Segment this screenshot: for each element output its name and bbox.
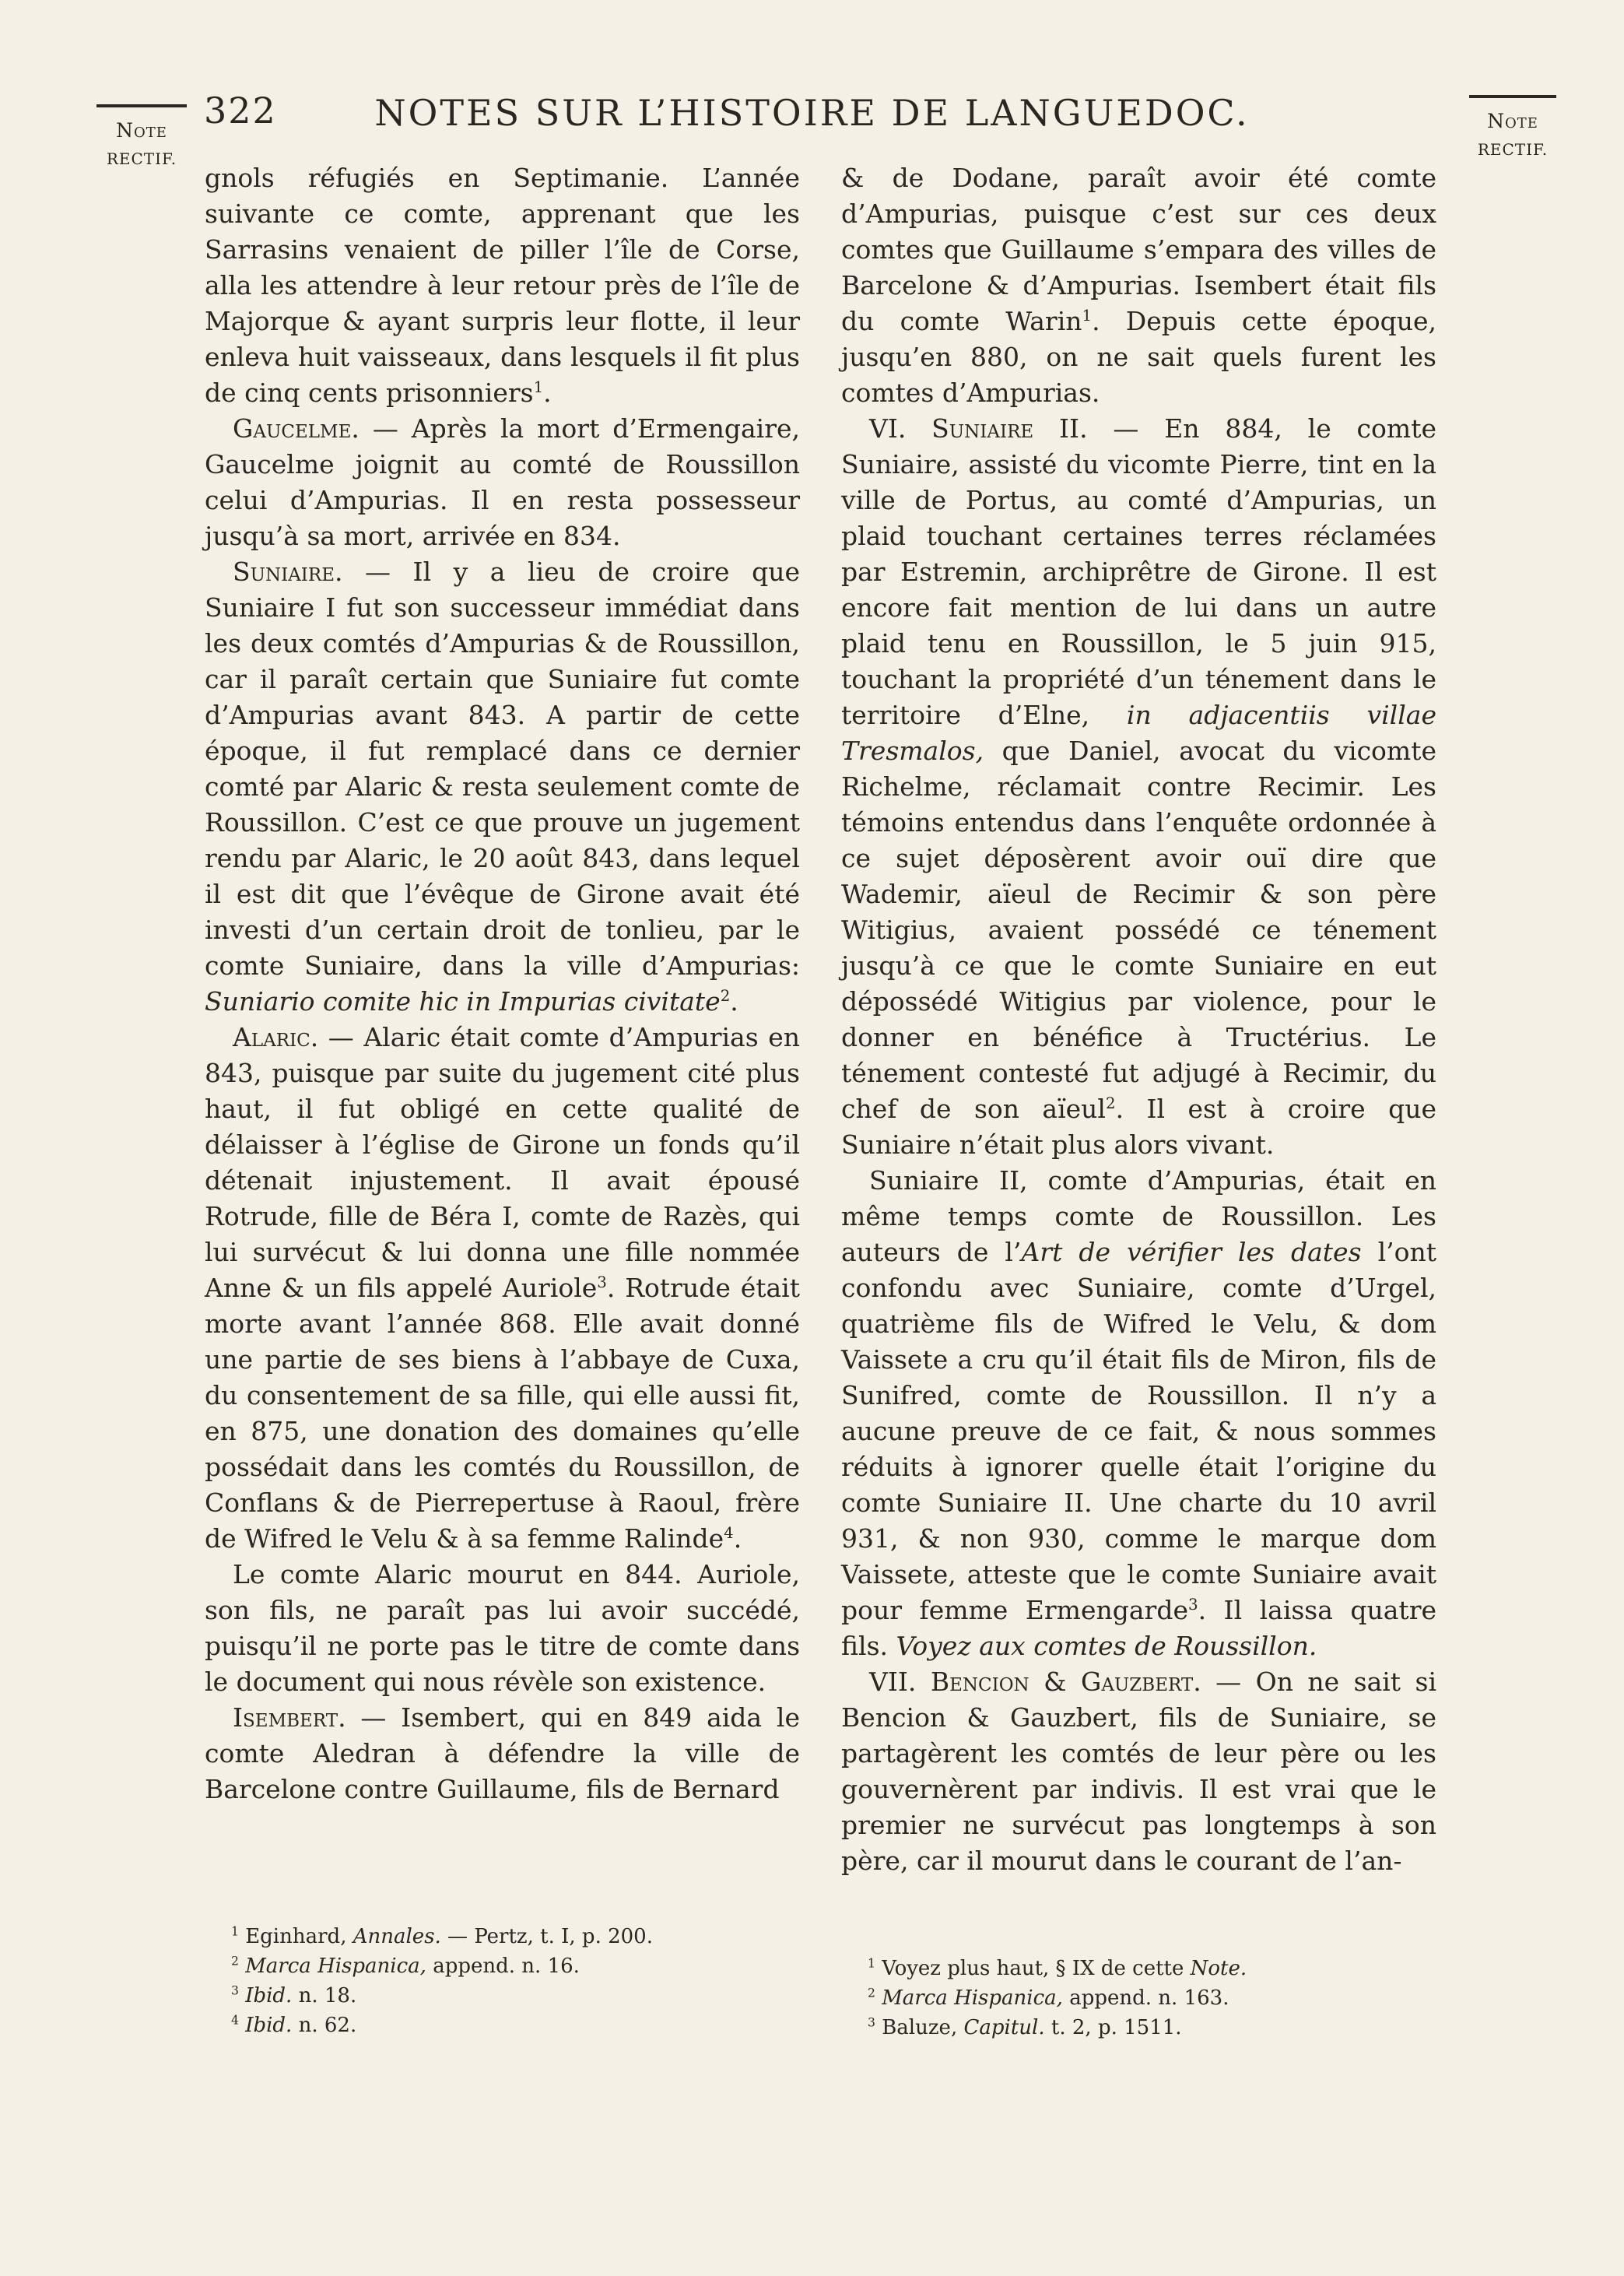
footnote-ref: 3 [597, 1273, 607, 1292]
footnote: $^3$ Ibid. n. 18. [231, 1983, 357, 2007]
paragraph: Alaric. — Alaric était comte d’Ampurias en 843, puisque par suite du jugement cité plus haut, il fut obligé en cette qualité de délaisser à l’église de Girone un fonds qu’il détenait injustement. Il avait épousé Rotrude, fille de Béra I, comte de Razès, qui lui survécut & lui donna une fille nommée Anne & un fils appelé Auriole$^3$. Rotrude était morte avant l’année 868. Elle avait donné une partie de ses biens à l’abbaye de Cuxa, du consentement de sa fille, qui elle aussi fit, en 875, une donation des domaines qu’elle possédait dans les comtés du Roussillon, de Conflans & de Pierrepertuse à Raoul, frère de Wifred le Velu & à sa femme Ralinde$^4$. [205, 1022, 800, 1554]
paragraph: gnols réfugiés en Septimanie. L’année suivante ce comte, apprenant que les Sarrasins venaient de piller l’île de Corse, alla les attendre à leur retour près de l’île de Majorque & ayant surpris leur flotte, il leur enleva huit vaisseaux, dans lesquels il fit plus de cinq cents prisonniers$^1$. [205, 163, 800, 408]
section-heading: VII. Bencion & Gauzbert. [869, 1667, 1201, 1697]
page-number: 322 [204, 90, 277, 132]
footnote: $^2$ Marca Hispanica, append. n. 163. [868, 1986, 1229, 2010]
paragraph: VI. Suniaire II. — En 884, le comte Suniaire, assisté du vicomte Pierre, tint en la ville de Portus, au comté d’Ampurias, un plaid touchant certaines terres réclamées par Estremin, archiprêtre de Girone. Il est encore fait mention de lui dans un autre plaid tenu en Roussillon, le 5 juin 915, touchant la propriété d’un ténement dans le territoire d’Elne, in adjacentiis villae Tresmalos, que Daniel, avocat du vicomte Richelme, réclamait contre Recimir. Les témoins entendus dans l’enquête ordonnée à ce sujet déposèrent avoir ouï dire que Wademir, aïeul de Recimir & son père Witigius, avaient possédé ce ténement jusqu’à ce que le comte Suniaire en eut dépossédé Witigius par violence, pour le donner en bénéfice à Tructérius. Le ténement contesté fut adjugé à Recimir, du chef de son aïeul$^2$. Il est à croire que Suniaire n’était plus alors vivant. [841, 413, 1436, 1160]
margin-note-word: Note [1487, 110, 1538, 132]
margin-note-right [1469, 95, 1556, 163]
footnote-ref: 2 [720, 987, 731, 1006]
footnote-ref: 2 [1105, 1094, 1116, 1113]
margin-note-word: RECTIF. [1477, 140, 1549, 159]
footnotes-right [868, 1954, 1436, 2042]
section-heading: VI. Suniaire II. [869, 413, 1088, 444]
section-heading: Gaucelme. [233, 413, 360, 444]
section-heading: Alaric. [233, 1022, 319, 1052]
section-heading: Suniaire. [233, 557, 343, 587]
footnote: $^1$ Eginhard, Annales. — Pertz, t. I, p. 200. [231, 1924, 653, 1948]
footnote: $^1$ Voyez plus haut, § IX de cette Note. [868, 1956, 1247, 1980]
left-column [205, 160, 800, 1807]
margin-note-left [96, 104, 187, 173]
footnote: $^2$ Marca Hispanica, append. n. 16. [231, 1954, 580, 1978]
paragraph: Le comte Alaric mourut en 844. Auriole, son fils, ne paraît pas lui avoir succédé, puisqu’il ne porte pas le titre de comte dans le document qui nous révèle son existence. [205, 1559, 800, 1697]
paragraph: & de Dodane, paraît avoir été comte d’Ampurias, puisque c’est sur ces deux comtes que Guillaume s’empara des villes de Barcelone & d’Ampurias. Isembert était fils du comte Warin$^1$. Depuis cette époque, jusqu’en 880, on ne sait quels furent les comtes d’Ampurias. [841, 163, 1436, 408]
margin-note-word: Note [116, 119, 167, 142]
footnotes-left [231, 1922, 799, 2040]
footnote: $^3$ Baluze, Capitul. t. 2, p. 1511. [868, 2015, 1182, 2039]
section-heading: Isembert. [233, 1702, 346, 1733]
running-title: NOTES SUR L’HISTOIRE DE LANGUEDOC. [374, 92, 1250, 134]
paragraph: Suniaire II, comte d’Ampurias, était en même temps comte de Roussillon. Les auteurs de l’Art de vérifier les dates l’ont confondu avec Suniaire, comte d’Urgel, quatrième fils de Wifred le Velu, & dom Vaissete a cru qu’il était fils de Miron, fils de Sunifred, comte de Roussillon. Il n’y a aucune preuve de ce fait, & nous sommes réduits à ignorer quelle était l’origine du comte Suniaire II. Une charte du 10 avril 931, & non 930, comme le marque dom Vaissete, atteste que le comte Suniaire avait pour femme Ermengarde$^3$. Il laissa quatre fils. Voyez aux comtes de Roussillon. [841, 1165, 1437, 1661]
footnote-ref: 4 [724, 1524, 734, 1543]
footnote-ref: 3 [1187, 1596, 1198, 1614]
paragraph: VII. Bencion & Gauzbert. — On ne sait si Bencion & Gauzbert, fils de Suniaire, se partagèrent les comtés de leur père ou les gouvernèrent par indivis. Il est vrai que le premier ne survécut pas longtemps à son père, car il mourut dans le courant de l’an- [841, 1667, 1437, 1876]
margin-note-word: RECTIF. [106, 149, 177, 168]
paragraph: Suniaire. — Il y a lieu de croire que Suniaire I fut son successeur immédiat dans les deux comtés d’Ampurias & de Roussillon, car il paraît certain que Suniaire fut comte d’Ampurias avant 843. A partir de cette époque, il fut remplacé dans ce dernier comté par Alaric & resta seulement comte de Roussillon. C’est ce que prouve un jugement rendu par Alaric, le 20 août 843, dans lequel il est dit que l’évêque de Girone avait été investi d’un certain droit de tonlieu, par le comte Suniaire, dans la ville d’Ampurias: Suniario comite hic in Impurias civitate$^2$. [205, 557, 800, 1017]
footnote-ref: 1 [1082, 307, 1093, 325]
margin-rule [96, 104, 187, 107]
margin-rule [1469, 95, 1556, 98]
footnote: $^4$ Ibid. n. 62. [231, 2013, 357, 2037]
paragraph: Isembert. — Isembert, qui en 849 aida le comte Aledran à défendre la ville de Barcelone contre Guillaume, fils de Bernard [205, 1702, 800, 1804]
footnote-ref: 1 [533, 378, 544, 397]
paragraph: Gaucelme. — Après la mort d’Ermengaire, Gaucelme joignit au comté de Roussillon celui d’Ampurias. Il en resta possesseur jusqu’à sa mort, arrivée en 834. [205, 413, 800, 551]
right-column [841, 160, 1436, 1879]
